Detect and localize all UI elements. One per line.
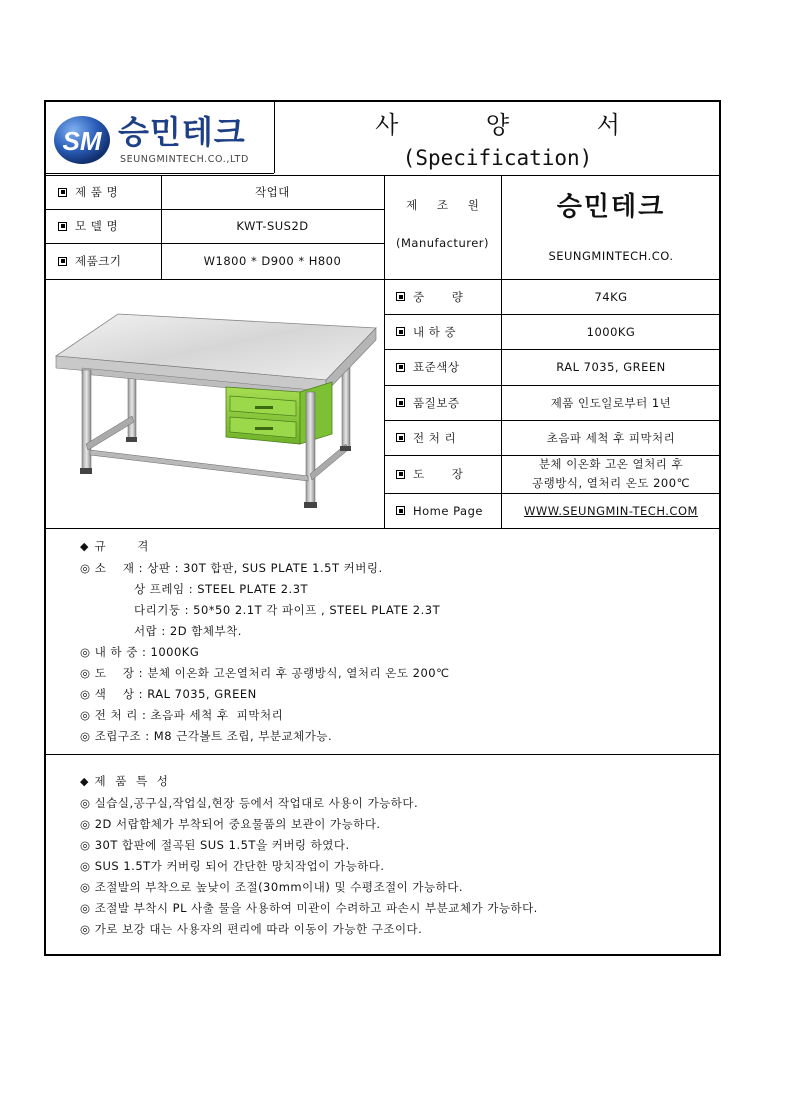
features-heading: ◆ 제 품 특 성 [80,774,171,788]
maker-company: SEUNGMINTECH.CO. [548,249,674,263]
feature-line: ◎ 2D 서랍함체가 부착되어 중요물품의 보관이 가능하다. [80,817,381,831]
spec-value-weight: 74KG [594,289,628,304]
standard-line: ◎ 내 하 중 : 1000KG [80,645,200,659]
specification-sheet [44,100,721,956]
product-name-value: 작업대 [255,185,290,199]
standard-heading: ◆ 규 격 [80,539,163,553]
spec-label-load: 내 하 중 [384,314,501,349]
maker-name: 승민테크 [556,191,666,222]
feature-line: ◎ 가로 보강 대는 사용자의 편리에 따라 이동이 가능한 구조이다. [80,922,423,936]
standard-line: 상 프레임 : STEEL PLATE 2.3T [80,582,309,596]
size-label: 제품크기 [46,243,161,279]
model-value: KWT-SUS2D [236,219,309,233]
painting-line-1: 분체 이온화 고온 열처리 후 [538,457,684,471]
sm-logo-icon [52,112,116,168]
model-label: 모 델 명 [46,209,161,243]
spec-label-homepage: Home Page [384,493,501,528]
title-korean: 사 양 서 [375,110,660,139]
standard-line: 다리기둥 : 50*50 2.1T 각 파이프 , STEEL PLATE 2.3T [80,603,441,617]
spec-value-load: 1000KG [586,324,636,339]
size-value: W1800 * D900 * H800 [203,254,342,268]
spec-value-painting [501,455,721,493]
spec-label-color: 표준색상 [384,349,501,385]
standard-line: ◎ 소 재 : 상판 : 30T 합판, SUS PLATE 1.5T 커버링. [80,561,383,575]
feature-line: ◎ SUS 1.5T가 커버링 되어 간단한 망치작업이 가능하다. [80,859,385,873]
product-name-label: 제 품 명 [46,175,161,209]
logo-mark-text: SM [62,126,102,156]
feature-line: ◎ 30T 합판에 절곡된 SUS 1.5T을 커버링 하였다. [80,838,350,852]
spec-value-homepage[interactable] [501,493,721,528]
spec-value-pretreatment: 초음파 세척 후 피막처리 [546,430,676,445]
product-image [50,284,382,524]
spec-label-painting: 도 장 [384,455,501,493]
homepage-link[interactable]: WWW.SEUNGMIN-TECH.COM [524,503,698,518]
standard-line: ◎ 전 처 리 : 초음파 세척 후 피막처리 [80,708,284,722]
logo-name: 승민테크 [118,113,246,151]
standard-line: 서랍 : 2D 함체부착. [80,624,242,638]
standard-line: ◎ 조립구조 : M8 근각볼트 조립, 부분교체가능. [80,729,333,743]
spec-label-weight: 중 량 [384,279,501,314]
workbench-illustration [50,284,382,524]
logo-subtitle: SEUNGMINTECH.CO.,LTD [120,154,249,165]
spec-value-warranty: 제품 인도일로부터 1년 [550,395,672,410]
feature-line: ◎ 조절발 부착시 PL 사출 물을 사용하여 미관이 수려하고 파손시 부분교체가 가능하다. [80,901,538,915]
maker-label: 제 조 원 [406,198,487,212]
maker-label-en: (Manufacturer) [395,236,489,250]
spec-label-pretreatment: 전 처 리 [384,420,501,455]
spec-value-color: RAL 7035, GREEN [556,360,666,374]
title-english: (Specification) [402,146,593,170]
spec-label-warranty: 품질보증 [384,385,501,420]
standard-line: ◎ 도 장 : 분체 이온화 고온열처리 후 공랭방식, 열처리 온도 200℃ [80,666,450,680]
company-logo [52,112,274,170]
feature-line: ◎ 조절발의 부착으로 높낮이 조절(30mm이내) 및 수평조절이 가능하다. [80,880,464,894]
standard-line: ◎ 색 상 : RAL 7035, GREEN [80,687,257,701]
feature-line: ◎ 실습실,공구실,작업실,현장 등에서 작업대로 사용이 가능하다. [80,796,419,810]
painting-line-2: 공랭방식, 열처리 온도 200℃ [532,476,690,490]
